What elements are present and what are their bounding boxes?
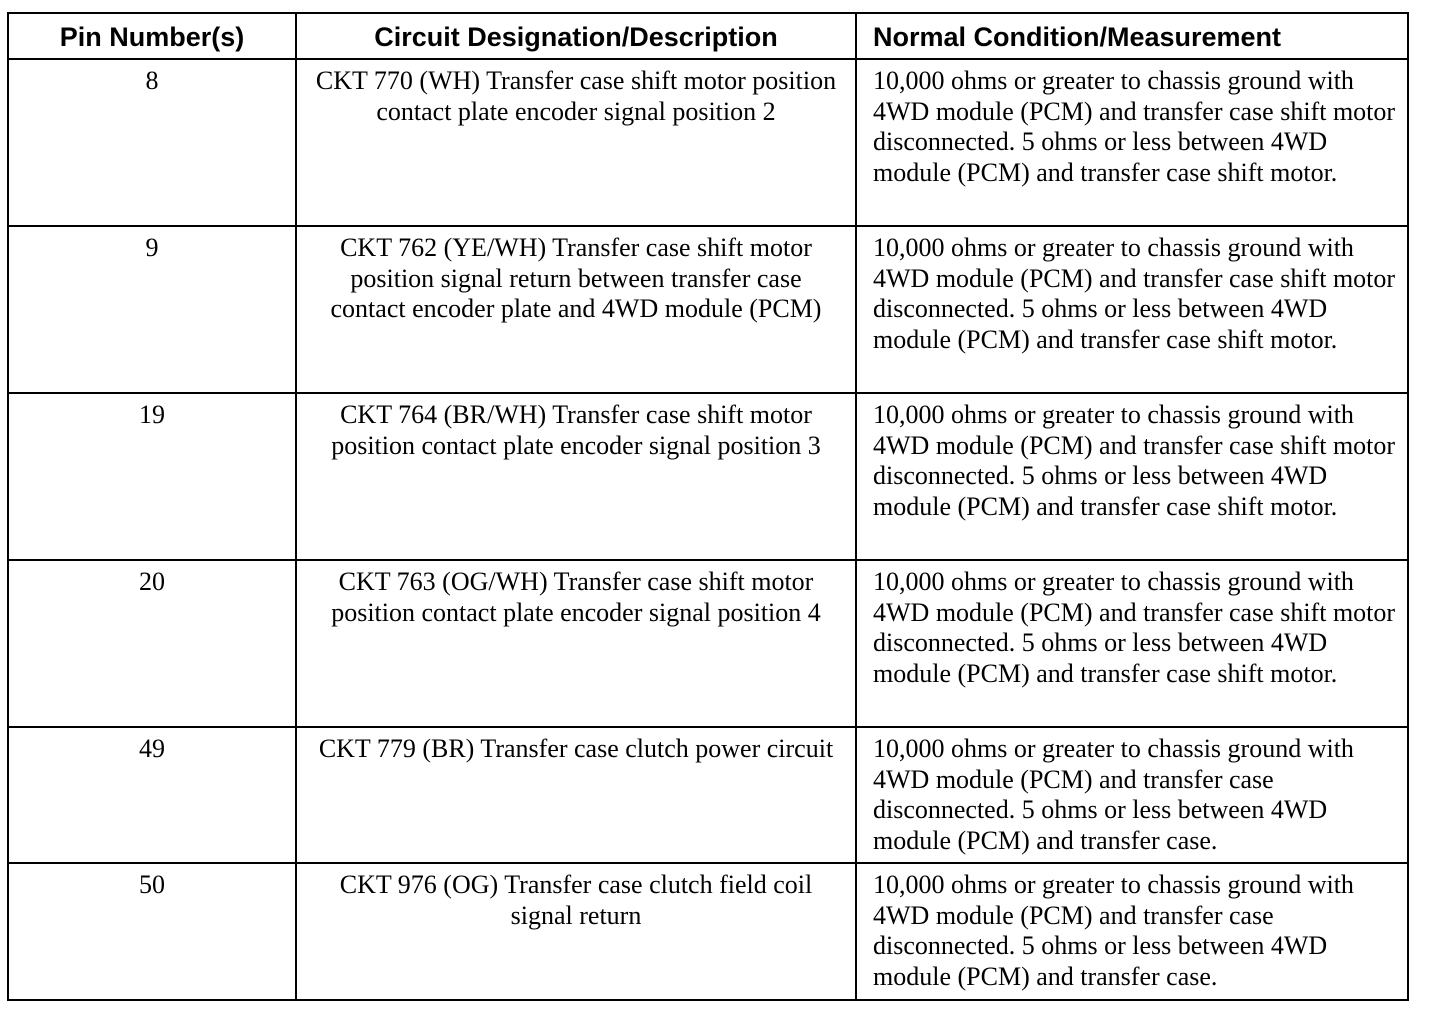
condition-cell: 10,000 ohms or greater to chassis ground with 4WD module (PCM) and transfer case shift motor disconnected. 5 ohms or less between 4WD module (PCM) and transfer case shift motor.	[856, 59, 1408, 226]
condition-cell: 10,000 ohms or greater to chassis ground with 4WD module (PCM) and transfer case shift motor disconnected. 5 ohms or less between 4WD module (PCM) and transfer case shift motor.	[856, 560, 1408, 727]
pin-number-cell: 9	[8, 226, 296, 393]
pin-number-cell: 19	[8, 393, 296, 560]
table-row	[8, 560, 1408, 727]
table-row	[8, 727, 1408, 863]
pin-number-cell: 50	[8, 863, 296, 1000]
circuit-description-cell: CKT 976 (OG) Transfer case clutch field coil signal return	[296, 863, 856, 1000]
header-normal-condition: Normal Condition/Measurement	[856, 13, 1408, 59]
header-pin-numbers: Pin Number(s)	[8, 13, 296, 59]
pin-number-cell: 49	[8, 727, 296, 863]
condition-cell: 10,000 ohms or greater to chassis ground with 4WD module (PCM) and transfer case disconnected. 5 ohms or less between 4WD module (PCM) and transfer case.	[856, 863, 1408, 1000]
circuit-description-cell: CKT 779 (BR) Transfer case clutch power circuit	[296, 727, 856, 863]
circuit-description-cell: CKT 763 (OG/WH) Transfer case shift motor position contact plate encoder signal position 4	[296, 560, 856, 727]
pin-measurement-table	[7, 12, 1409, 1001]
table-row	[8, 863, 1408, 1000]
pin-number-cell: 8	[8, 59, 296, 226]
table-header-row	[8, 13, 1408, 59]
condition-cell: 10,000 ohms or greater to chassis ground with 4WD module (PCM) and transfer case shift motor disconnected. 5 ohms or less between 4WD module (PCM) and transfer case shift motor.	[856, 393, 1408, 560]
circuit-description-cell: CKT 762 (YE/WH) Transfer case shift motor position signal return between transfer case contact encoder plate and 4WD module (PCM)	[296, 226, 856, 393]
table-row	[8, 393, 1408, 560]
condition-cell: 10,000 ohms or greater to chassis ground with 4WD module (PCM) and transfer case disconnected. 5 ohms or less between 4WD module (PCM) and transfer case.	[856, 727, 1408, 863]
circuit-description-cell: CKT 770 (WH) Transfer case shift motor position contact plate encoder signal position 2	[296, 59, 856, 226]
condition-cell: 10,000 ohms or greater to chassis ground with 4WD module (PCM) and transfer case shift motor disconnected. 5 ohms or less between 4WD module (PCM) and transfer case shift motor.	[856, 226, 1408, 393]
table-row	[8, 59, 1408, 226]
header-circuit-description: Circuit Designation/Description	[296, 13, 856, 59]
pin-number-cell: 20	[8, 560, 296, 727]
circuit-description-cell: CKT 764 (BR/WH) Transfer case shift motor position contact plate encoder signal position 3	[296, 393, 856, 560]
table-row	[8, 226, 1408, 393]
